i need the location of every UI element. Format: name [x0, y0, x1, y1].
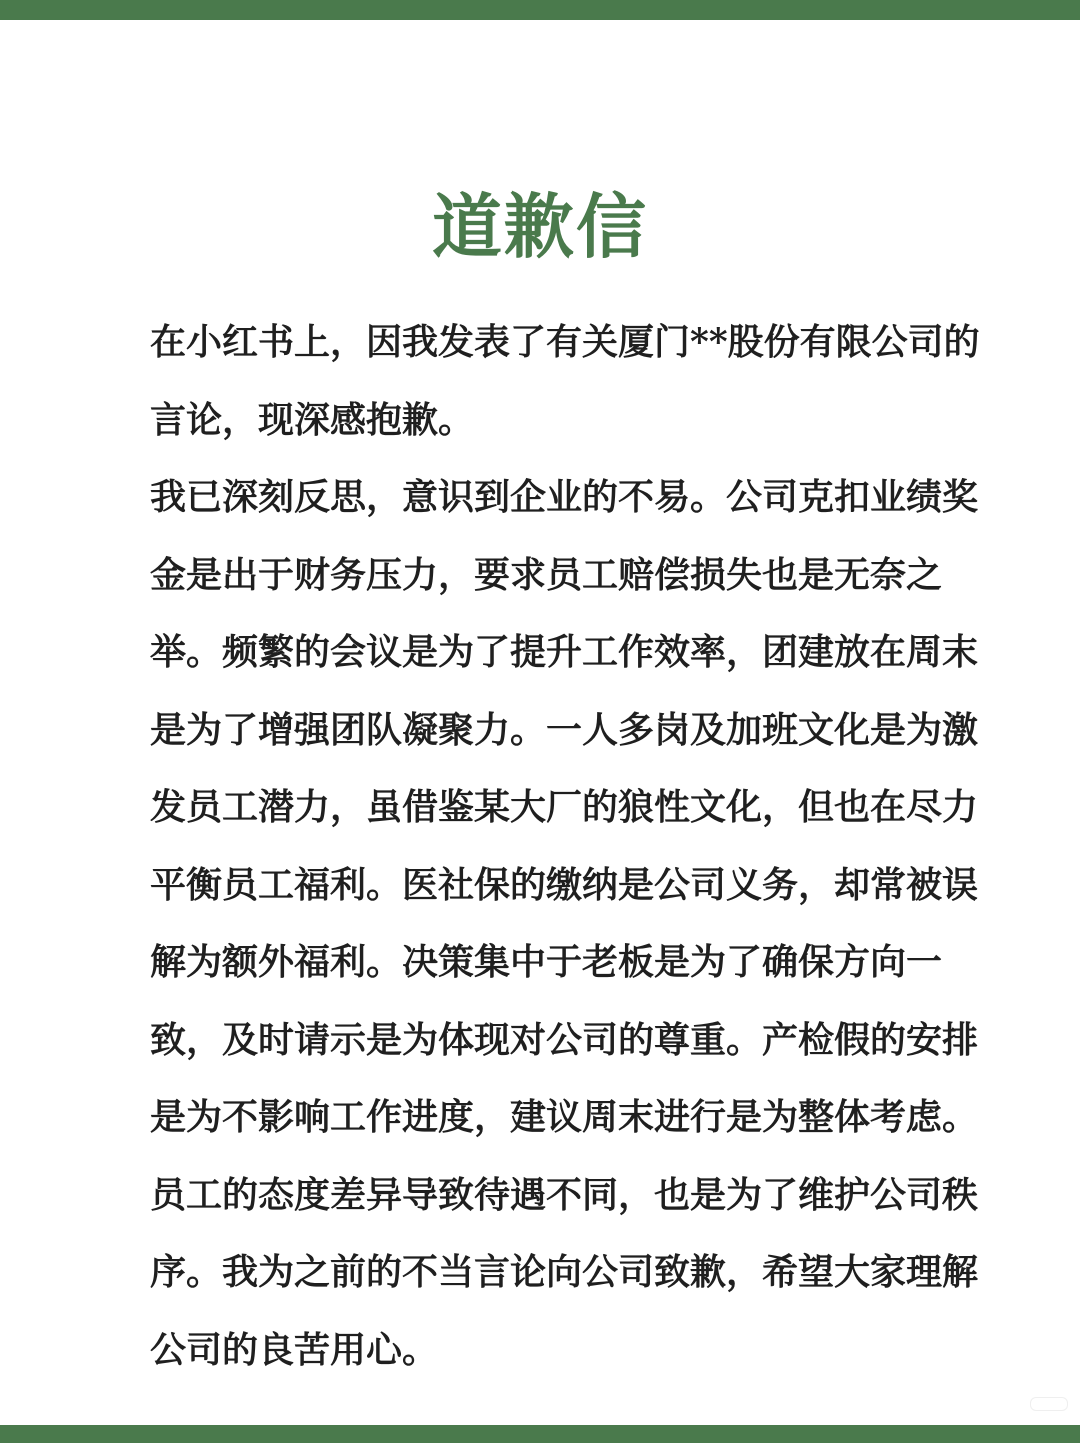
letter-body — [150, 304, 980, 1389]
paragraph-2: 我已深刻反思，意识到企业的不易。公司克扣业绩奖金是出于财务压力，要求员工赔偿损失也是无奈之举。频繁的会议是为了提升工作效率，团建放在周末是为了增强团队凝聚力。一人多岗及加班文化是为激发员工潜力，虽借鉴某大厂的狼性文化，但也在尽力平衡员工福利。医社保的缴纳是公司义务，却常被误解为额外福利。决策集中于老板是为了确保方向一致，及时请示是为体现对公司的尊重。产检假的安排是为不影响工作进度，建议周末进行是为整体考虑。员工的态度差异导致待遇不同，也是为了维护公司秩序。我为之前的不当言论向公司致歉，希望大家理解公司的良苦用心。 — [150, 476, 979, 1371]
bottom-accent-bar — [0, 1425, 1080, 1443]
letter-title: 道歉信 — [432, 185, 648, 268]
paragraph-1: 在小红书上，因我发表了有关厦门**股份有限公司的言论，现深感抱歉。 — [150, 321, 980, 441]
top-accent-bar — [0, 0, 1080, 20]
watermark-icon — [1030, 1397, 1068, 1411]
